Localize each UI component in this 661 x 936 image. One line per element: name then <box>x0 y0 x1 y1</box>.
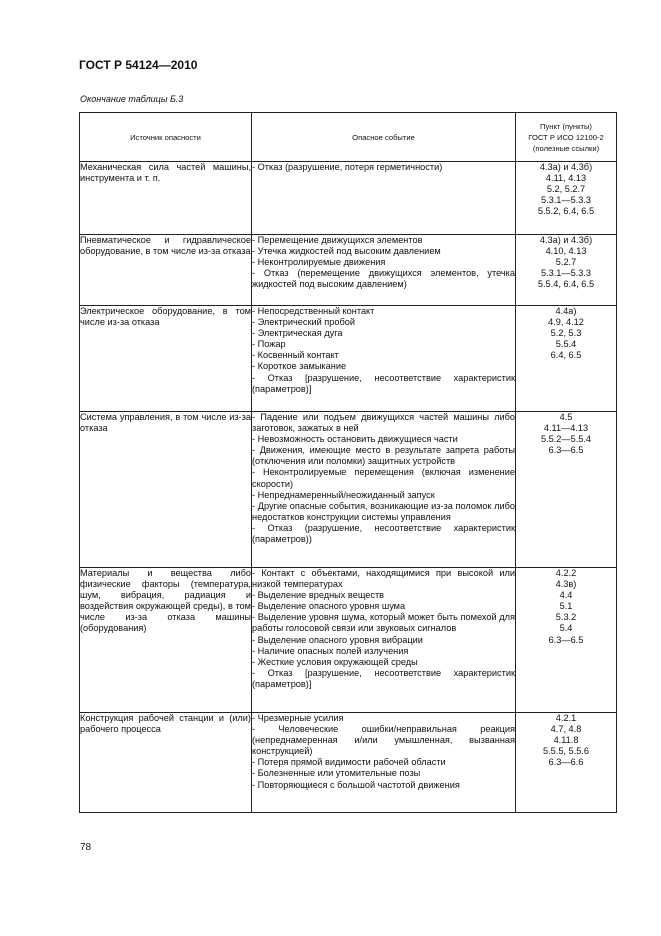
reference-item: 4.2.2 <box>555 568 577 578</box>
reference-cell <box>516 162 617 235</box>
reference-item: 5.5.4 <box>555 339 577 350</box>
hazard-event-item: - Короткое замыкание <box>252 361 347 372</box>
reference-item: 5.2, 5.2.7 <box>546 184 586 195</box>
hazard-event-item: - Повторяющиеся с большой частотой движения <box>252 779 460 790</box>
reference-item: 4.3а) и 4.3б) <box>539 162 593 172</box>
reference-item: 5.3.2 <box>555 612 577 623</box>
hazard-event-item: - Отказ [разрушение, несоответствие характеристик (параметров)] <box>252 372 515 394</box>
reference-item: 5.2, 5.3 <box>550 328 582 339</box>
hazard-event-item: - Пожар <box>252 339 286 350</box>
hazard-event-cell <box>252 162 516 235</box>
hazard-event-item: - Выделение вредных веществ <box>252 590 385 601</box>
column-header-ref-line: (полезные ссылки) <box>532 143 600 153</box>
reference-item: 4.2.1 <box>555 713 577 723</box>
hazard-event-item: - Непосредственный контакт <box>252 306 375 316</box>
reference-item: 6.3—6.6 <box>548 757 584 768</box>
reference-item: 5.5.5, 5.5.6 <box>543 746 589 757</box>
hazard-event-item: - Падение или подъем движущихся частей машины либо заготовок, зажатых в ней <box>252 412 515 434</box>
hazard-event-item: - Выделение опасного уровня шума <box>252 601 406 612</box>
hazard-event-item: - Электрическая дуга <box>252 328 343 339</box>
hazard-event-item: - Болезненные или утомительные позы <box>252 768 421 779</box>
hazard-source-cell: Пневматическое и гидравлическое оборудование, в том числе из-за отказа <box>80 235 252 306</box>
hazard-source-cell: Система управления, в том числе из-за отказа <box>80 412 252 568</box>
hazard-event-item: - Чрезмерные усилия <box>252 713 344 723</box>
reference-item: 4.4 <box>559 590 573 601</box>
hazard-event-item: - Выделение уровня шума, который может быть помехой для работы голосовой связи или звуковых сигналов <box>252 612 515 634</box>
hazard-event-item: - Потеря прямой видимости рабочей области <box>252 757 446 768</box>
reference-item: 4.11, 4.13 <box>545 173 587 184</box>
hazard-event-item: - Отказ [разрушение, несоответствие характеристик (параметров)] <box>252 667 515 689</box>
reference-item: 5.1 <box>559 601 573 612</box>
hazard-event-cell <box>252 713 516 813</box>
reference-cell <box>516 306 617 412</box>
hazard-event-item: - Жесткие условия окружающей среды <box>252 656 418 667</box>
standard-title: ГОСТ Р 54124—2010 <box>79 58 198 72</box>
hazard-event-item: - Человеческие ошибки/неправильная реакция (непреднамеренная и/или умышленная, вызванная конструкцией) <box>252 724 515 757</box>
hazard-event-item: - Выделение опасного уровня вибрации <box>252 634 423 645</box>
hazard-event-item: - Другие опасные события, возникающие из-за поломок либо недостатков конструкции системы управления <box>252 500 515 522</box>
hazard-event-item: - Невозможность остановить движущиеся части <box>252 434 458 445</box>
hazard-event-cell <box>252 412 516 568</box>
hazard-event-item: - Неконтролируемые движения <box>252 257 386 268</box>
reference-item: 4.9, 4.12 <box>548 317 584 328</box>
hazard-event-item: - Контакт с объектами, находящимися при высокой или низкой температурах <box>252 568 515 590</box>
column-header-event: Опасное событие <box>252 113 516 162</box>
hazard-event-cell <box>252 568 516 713</box>
reference-item: 4.3а) и 4.3б) <box>539 235 593 245</box>
hazard-source-cell: Конструкция рабочей станции и (или) рабочего процесса <box>80 713 252 813</box>
table-header-row <box>80 113 617 162</box>
hazard-event-item: - Отказ (перемещение движущихся элементов, утечка жидкостей под высоким давлением) <box>252 268 515 290</box>
table-row <box>80 235 617 306</box>
table-row <box>80 568 617 713</box>
column-header-source: Источник опасности <box>80 113 252 162</box>
reference-item: 4.5 <box>559 412 573 422</box>
table-row <box>80 412 617 568</box>
hazard-source-cell: Механическая сила частей машины, инструмента и т. п. <box>80 162 252 235</box>
reference-item: 6.3—6.5 <box>548 634 584 645</box>
hazard-event-cell <box>252 235 516 306</box>
column-header-ref-line: Пункт (пункты) <box>540 121 592 131</box>
hazard-event-item: - Отказ (разрушение, несоответствие характеристик (параметров)) <box>252 522 515 545</box>
reference-item: 5.5.2—5.5.4 <box>540 434 592 445</box>
reference-item: 4.11—4.13 <box>543 423 589 434</box>
hazard-event-item: - Наличие опасных полей излучения <box>252 645 409 656</box>
reference-item: 4.7, 4.8 <box>550 724 582 735</box>
table-row <box>80 162 617 235</box>
page-number: 78 <box>80 842 92 853</box>
hazard-event-item: - Утечка жидкостей под высоким давлением <box>252 246 441 257</box>
hazard-source-cell: Электрическое оборудование, в том числе из-за отказа <box>80 306 252 412</box>
reference-item: 5.2.7 <box>555 257 577 268</box>
reference-item: 5.3.1—5.3.3 <box>540 268 592 279</box>
column-header-ref-line: ГОСТ Р ИСО 12100-2 <box>528 132 604 142</box>
table-row <box>80 713 617 813</box>
reference-item: 6.4, 6.5 <box>550 350 582 361</box>
reference-item: 5.3.1—5.3.3 <box>540 195 592 206</box>
hazard-event-item: - Неконтролируемые перемещения (включая изменение скорости) <box>252 467 515 489</box>
table-body <box>80 162 617 813</box>
hazard-table <box>79 112 617 813</box>
hazard-event-item: - Непреднамеренный/неожиданный запуск <box>252 489 435 500</box>
hazard-event-item: - Перемещение движущихся элементов <box>252 235 423 245</box>
reference-item: 5.5.2, 6.4, 6.5 <box>537 206 595 217</box>
reference-cell <box>516 412 617 568</box>
reference-item: 4.4а) <box>555 306 577 316</box>
hazard-event-cell <box>252 306 516 412</box>
reference-item: 4.11.8 <box>553 735 579 746</box>
table-caption: Окончание таблицы Б.3 <box>80 94 184 104</box>
hazard-event-item: - Косвенный контакт <box>252 350 339 361</box>
hazard-event-item: - Отказ (разрушение, потеря герметичности) <box>252 162 443 172</box>
reference-cell <box>516 235 617 306</box>
table-row <box>80 306 617 412</box>
reference-cell <box>516 568 617 713</box>
reference-item: 6.3—6.5 <box>548 445 584 456</box>
column-header-ref <box>516 113 617 162</box>
reference-cell <box>516 713 617 813</box>
reference-item: 5.4 <box>559 623 573 634</box>
hazard-event-item: - Движения, имеющие место в результате запрета работы (отключения или поломки) защитных устройств <box>252 445 515 467</box>
reference-item: 5.5.4, 6.4, 6.5 <box>537 279 595 290</box>
reference-item: 4.10, 4.13 <box>545 246 587 257</box>
hazard-event-item: - Электрический пробой <box>252 317 355 328</box>
reference-item: 4.3в) <box>555 579 577 590</box>
hazard-source-cell: Материалы и вещества либо физические факторы (температура, шум, вибрация, радиация и воздействия окружающей среды), в том числе из-за отказа машины (оборудования) <box>80 568 252 713</box>
